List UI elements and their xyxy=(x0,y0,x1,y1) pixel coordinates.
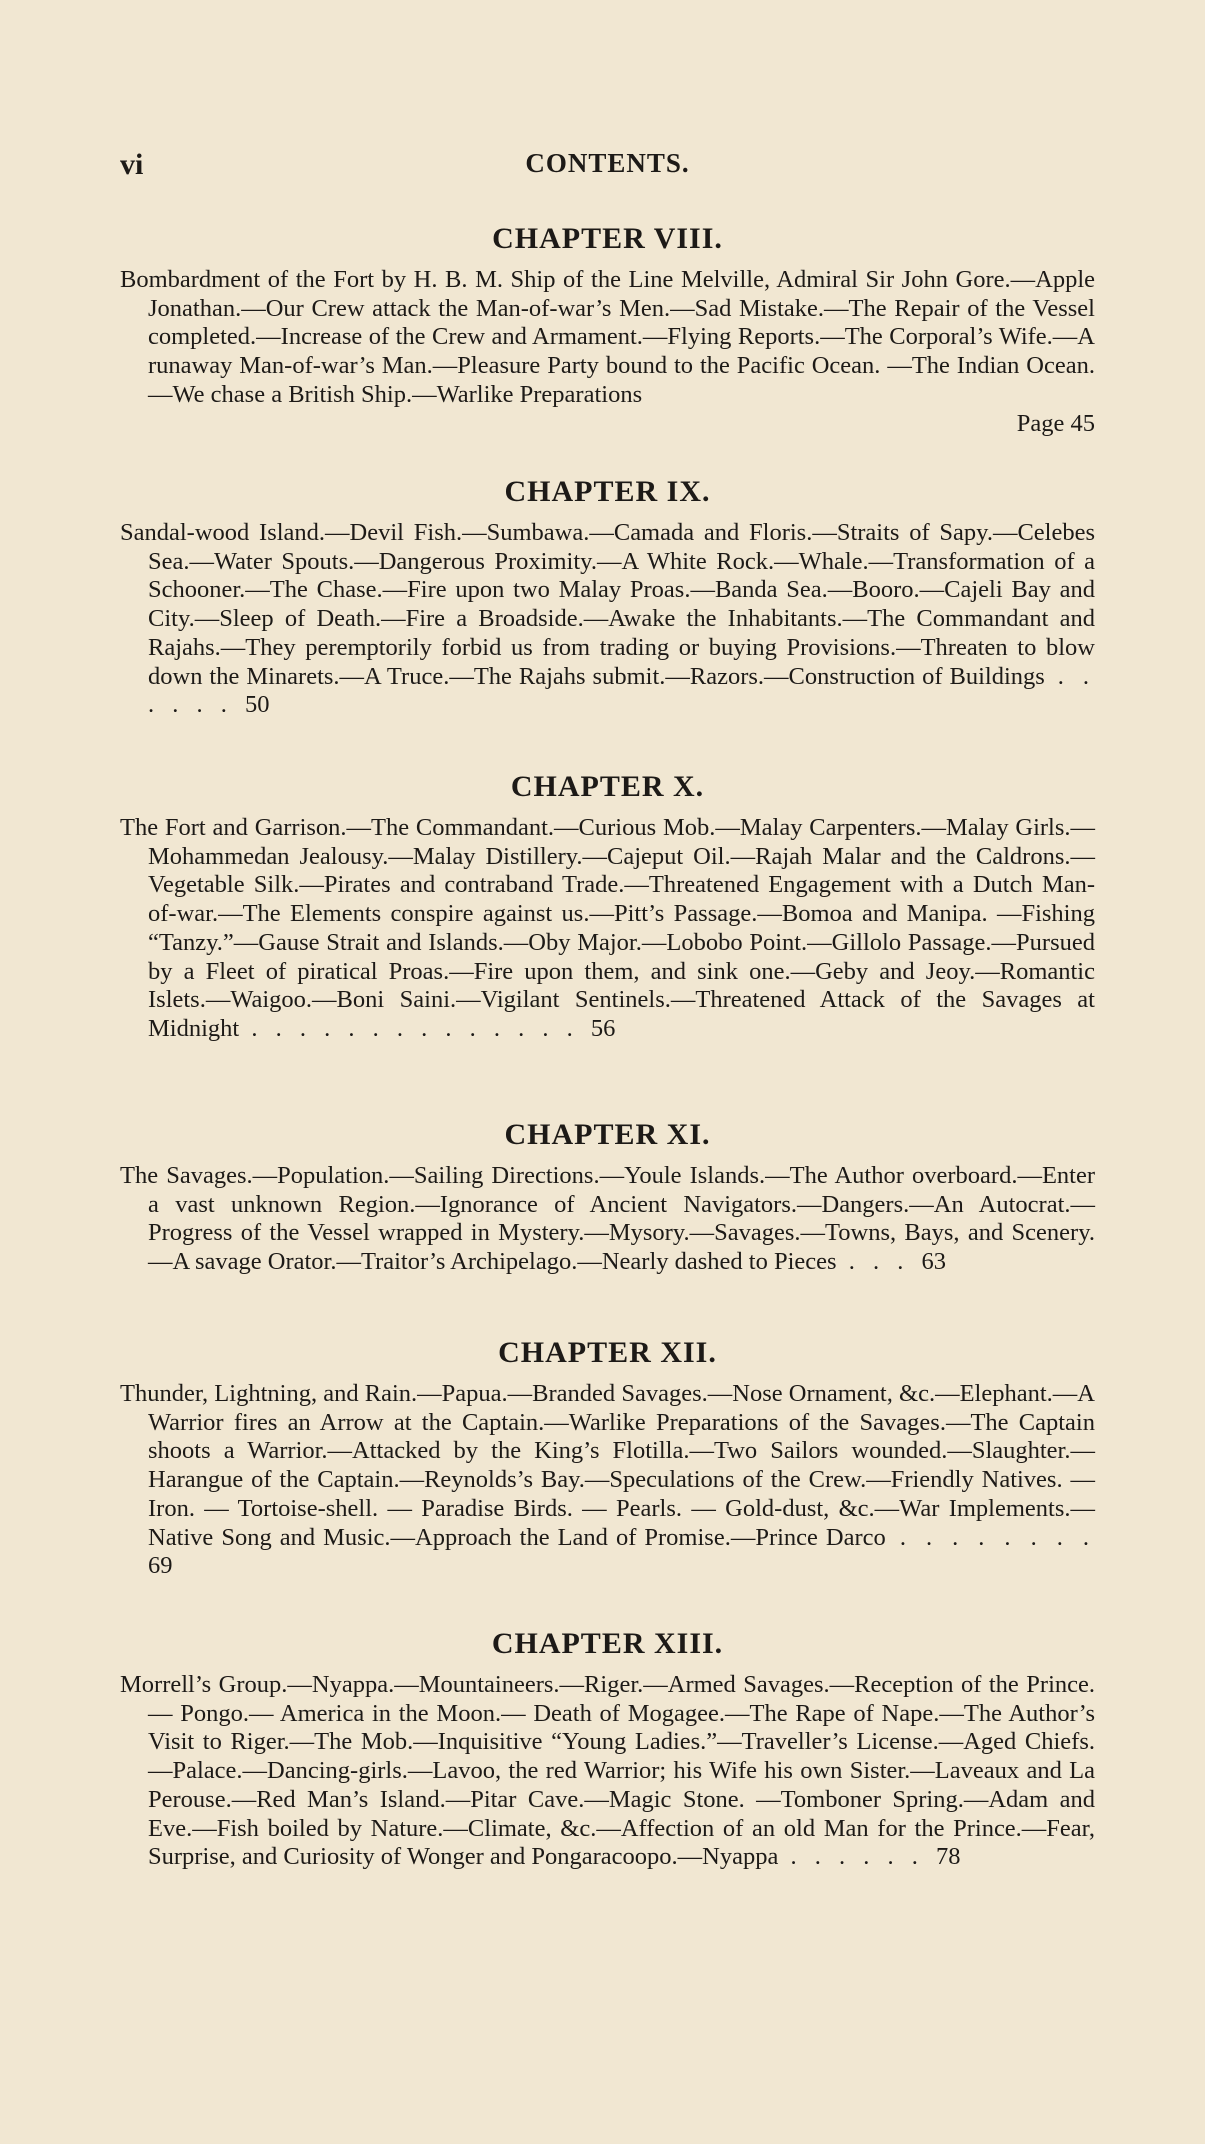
running-title: CONTENTS. xyxy=(525,148,690,178)
chapter-title: CHAPTER XIII. xyxy=(491,1627,724,1660)
chapter-title: CHAPTER X. xyxy=(510,770,705,803)
chapter-x xyxy=(120,770,1095,1044)
page-number: vi xyxy=(120,148,144,181)
chapter-title: CHAPTER VIII. xyxy=(492,222,723,255)
chapter-summary: The Savages.—Population.—Sailing Directions.—Youle Islands.—The Author overboard.—Enter a vast unknown Region.—Ignorance of Ancient Navigators.—Dangers.—An Autocrat.—Progress of the Vessel wrapped in Mystery.—Mysory.—Savages.—Towns, Bays, and Scenery.—A savage Orator.—Traitor’s Archipelago.—Nearly dashed to Pieces . . . 63 xyxy=(120,1162,1095,1276)
dot-leader: . . . . . . xyxy=(778,1843,936,1871)
chapter-title: CHAPTER XI. xyxy=(504,1118,711,1151)
page-reference: 50 xyxy=(245,691,270,719)
page-reference: 78 xyxy=(936,1843,961,1871)
page-reference: 56 xyxy=(590,1014,616,1042)
dot-leader: . . . . . . xyxy=(148,662,1096,719)
chapter-summary: Thunder, Lightning, and Rain.—Papua.—Branded Savages.—Nose Ornament, &c.—Elephant.—A Warrior fires an Arrow at the Captain.—Warlike Preparations of the Savages.—The Captain shoots a Warrior.—Attacked by the King’s Flotilla.—Two Sailors wounded.—Slaughter.—Harangue of the Captain.—Reynolds’s Bay.—Speculations of the Crew.—Friendly Natives. — Iron. — Tortoise-shell. — Paradise Birds. — Pearls. — Gold-dust, &c.—War Implements.—Native Song and Music.—Approach the Land of Promise.—Prince Darco . . . . . . . . 69 xyxy=(120,1380,1095,1580)
chapter-summary: Sandal-wood Island.—Devil Fish.—Sumbawa.—Camada and Floris.—Straits of Sapy.—Celebes Sea.—Water Spouts.—Dangerous Proximity.—A White Rock.—Whale.—Transformation of a Schooner.—The Chase.—Fire upon two Malay Proas.—Banda Sea.—Booro.—Cajeli Bay and City.—Sleep of Death.—Fire a Broadside.—Awake the Inhabitants.—The Commandant and Rajahs.—They peremptorily forbid us from trading or buying Provisions.—Threaten to blow down the Minarets.—A Truce.—The Rajahs submit.—Razors.—Construction of Buildings . . . . . . 50 xyxy=(120,519,1096,719)
page-reference: 63 xyxy=(921,1248,946,1276)
chapter-summary: Bombardment of the Fort by H. B. M. Ship of the Line Melville, Admiral Sir John Gore.—Apple Jonathan.—Our Crew attack the Man-of-war’s Men.—Sad Mistake.—The Repair of the Vessel completed.—Increase of the Crew and Armament.—Flying Reports.—The Corporal’s Wife.—A runaway Man-of-war’s Man.—Pleasure Party bound to the Pacific Ocean. —The Indian Ocean.—We chase a British Ship.—Warlike Preparations xyxy=(120,266,1095,408)
chapter-title: CHAPTER XII. xyxy=(498,1336,717,1369)
page-header xyxy=(120,148,1095,188)
chapter-xi xyxy=(120,1118,1095,1277)
page-reference: Page 45 xyxy=(1016,409,1095,437)
dot-leader: . . . . . . . . . . . . . . xyxy=(239,1014,591,1042)
chapter-xiii xyxy=(120,1627,1095,1872)
page-reference: 69 xyxy=(148,1552,173,1580)
chapter-summary: The Fort and Garrison.—The Commandant.—Curious Mob.—Malay Carpenters.—Malay Girls.—Mohammedan Jealousy.—Malay Distillery.—Cajeput Oil.—Rajah Malar and the Caldrons.—Vegetable Silk.—Pirates and contraband Trade.—Threatened Engagement with a Dutch Man-of-war.—The Elements conspire against us.—Pitt’s Passage.—Bomoa and Manipa. —Fishing “Tanzy.”—Gause Strait and Islands.—Oby Major.—Lobobo Point.—Gillolo Passage.—Pursued by a Fleet of piratical Proas.—Fire upon them, and sink one.—Geby and Jeoy.—Romantic Islets.—Waigoo.—Boni Saini.—Vigilant Sentinels.—Threatened Attack of the Savages at Midnight . . . . . . . . . . . . . . 56 xyxy=(120,814,1095,1042)
dot-leader: . . . . . . . . xyxy=(885,1523,1095,1551)
chapter-summary: Morrell’s Group.—Nyappa.—Mountaineers.—Riger.—Armed Savages.—Reception of the Prince.— Pongo.— America in the Moon.— Death of Mogagee.—The Rape of Nape.—The Author’s Visit to Riger.—The Mob.—Inquisitive “Young Ladies.”—Traveller’s License.—Aged Chiefs.—Palace.—Dancing-girls.—Lavoo, the red Warrior; his Wife his own Sister.—Laveaux and La Perouse.—Red Man’s Island.—Pitar Cave.—Magic Stone. —Tomboner Spring.—Adam and Eve.—Fish boiled by Nature.—Climate, &c.—Affection of an old Man for the Prince.—Fear, Surprise, and Curiosity of Wonger and Pongaracoopo.—Nyappa . . . . . . 78 xyxy=(120,1671,1095,1871)
chapter-viii xyxy=(120,222,1095,438)
chapter-title: CHAPTER IX. xyxy=(504,475,711,508)
chapter-ix xyxy=(120,475,1095,720)
dot-leader: . . . xyxy=(836,1248,922,1276)
chapter-xii xyxy=(120,1336,1095,1581)
